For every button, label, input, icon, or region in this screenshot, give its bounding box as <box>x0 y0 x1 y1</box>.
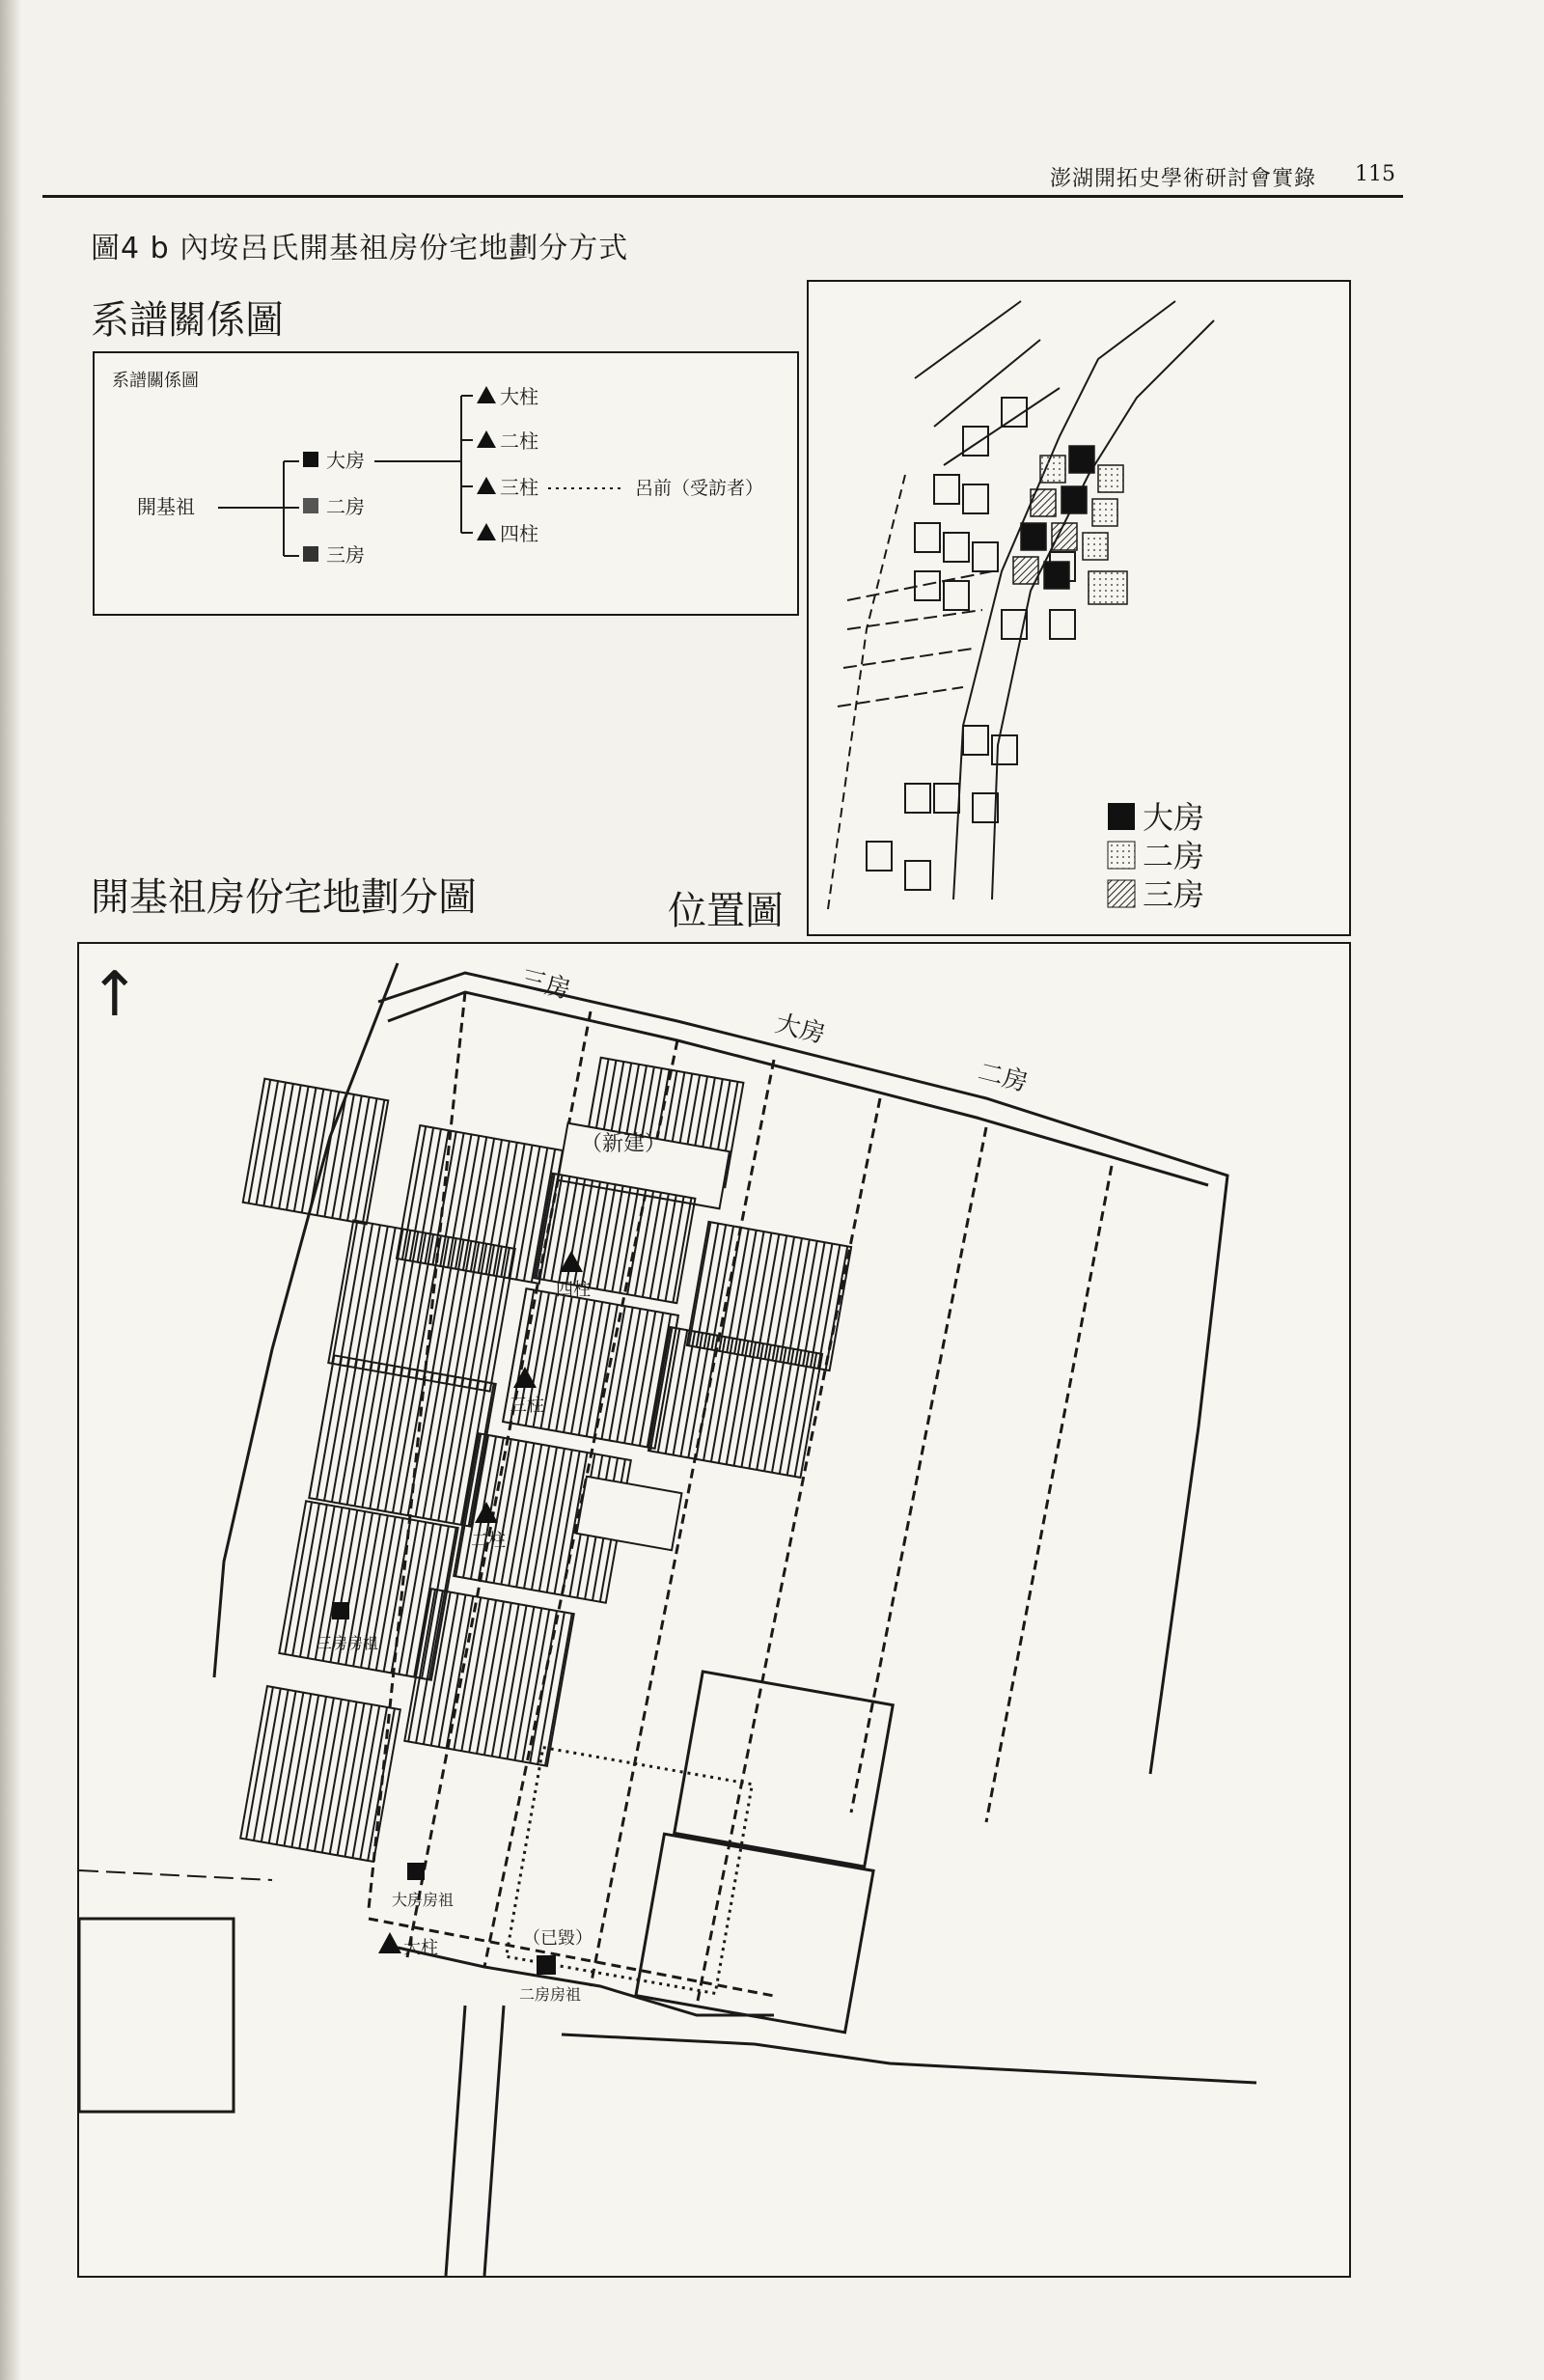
second-branch-marker <box>537 1955 556 1975</box>
location-map-label: 位置圖 <box>668 889 784 933</box>
label-pillar4: 四柱 <box>556 1280 591 1300</box>
pillar-marker-4 <box>477 523 496 540</box>
division-map <box>79 944 1349 2276</box>
location-map-box <box>807 280 1351 936</box>
north-arrow: ↑ <box>89 959 141 1031</box>
pillar-2: 二柱 <box>500 429 538 453</box>
division-map-heading: 開基祖房份宅地劃分圖 <box>91 875 477 920</box>
third-branch-marker <box>332 1602 349 1619</box>
pillar-1: 大柱 <box>500 385 538 408</box>
tree-root: 開基祖 <box>137 495 195 518</box>
branch-marker-1 <box>303 452 318 467</box>
page-number: 115 <box>1355 162 1395 186</box>
pillar-3: 三柱 <box>500 476 538 499</box>
branch-marker-3 <box>303 546 318 562</box>
top-label-2: 大房 <box>772 1009 829 1050</box>
genealogy-heading: 系譜關係圖 <box>91 298 284 343</box>
legend-label-3: 三房 <box>1143 876 1205 913</box>
branch-2: 二房 <box>326 495 365 518</box>
location-map <box>809 282 1349 934</box>
figure-caption: 圖4 b 內垵呂氏開基祖房份宅地劃分方式 <box>91 232 629 265</box>
top-label-3: 二房 <box>975 1057 1032 1098</box>
running-head <box>42 162 1403 198</box>
label-first-branch-ancestral: 大房房祖 <box>392 1891 455 1909</box>
legend-label-2: 二房 <box>1143 838 1205 874</box>
genealogy-tree <box>95 353 797 614</box>
label-second-branch-ancestral: 二房房祖 <box>519 1985 582 2004</box>
pillar-4: 四柱 <box>500 522 538 545</box>
pillar-marker-1 <box>477 386 496 403</box>
label-new-building: （新建） <box>581 1132 667 1156</box>
label-demolished: （已毀） <box>523 1928 593 1949</box>
division-map-box <box>77 942 1351 2278</box>
genealogy-box <box>93 351 799 616</box>
label-pillar1: 大柱 <box>403 1938 438 1958</box>
branch-3: 三房 <box>326 543 365 567</box>
first-branch-marker <box>407 1863 425 1880</box>
running-head-title: 澎湖開拓史學術研討會實錄 <box>1049 167 1316 191</box>
label-third-branch-ancestral: 三房房祖 <box>317 1634 379 1652</box>
interviewee: 呂前（受訪者） <box>635 478 764 499</box>
branch-1: 大房 <box>326 449 365 472</box>
pillar1-marker <box>378 1932 401 1953</box>
pillar-marker-2 <box>477 430 496 448</box>
genealogy-box-title: 系譜關係圖 <box>112 371 199 391</box>
branch-marker-2 <box>303 498 318 513</box>
pillar-marker-3 <box>477 477 496 494</box>
top-label-1: 三房 <box>517 964 574 1006</box>
label-pillar2: 二柱 <box>471 1531 506 1551</box>
legend-swatch-3 <box>1108 880 1135 907</box>
page-binding-shadow <box>0 0 21 2380</box>
legend-swatch-1 <box>1108 803 1135 830</box>
label-pillar3: 三柱 <box>510 1396 544 1416</box>
legend-label-1: 大房 <box>1143 799 1205 836</box>
legend-swatch-2 <box>1108 842 1135 869</box>
